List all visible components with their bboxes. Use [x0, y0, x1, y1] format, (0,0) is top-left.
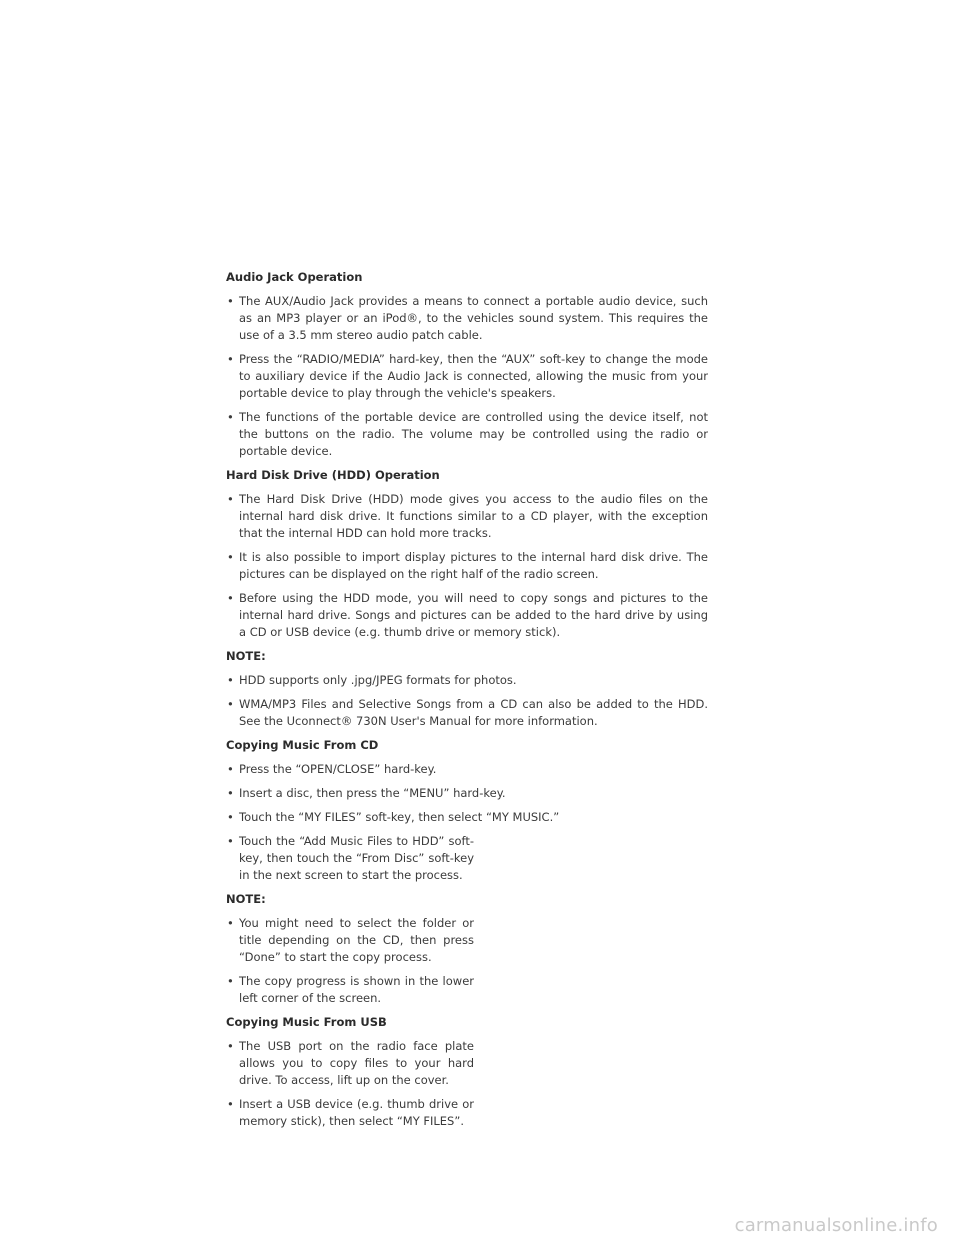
heading-audio-jack: Audio Jack Operation	[226, 270, 363, 284]
list-item: • Touch the “MY FILES” soft-key, then select “MY MUSIC.”	[226, 809, 708, 826]
list-item: • It is also possible to import display pictures to the internal hard disk drive. The pictures can be displayed on the right half of the radio screen.	[226, 549, 708, 583]
audio-jack-list	[226, 293, 708, 460]
list-item: • Press the “RADIO/MEDIA” hard-key, then the “AUX” soft-key to change the mode to auxiliary device if the Audio Jack is connected, allowing the music from your portable device to play through the vehicle's speakers.	[226, 351, 708, 402]
watermark-text: carmanualsonline.info	[734, 1215, 938, 1236]
list-item: • Insert a USB device (e.g. thumb drive or memory stick), then select “MY FILES”.	[226, 1096, 474, 1130]
heading-note-2: NOTE:	[226, 892, 266, 906]
note-1-list	[226, 672, 708, 730]
copy-usb-list	[226, 1038, 708, 1130]
list-item: • Touch the “Add Music Files to HDD” soft-key, then touch the “From Disc” soft-key in the next screen to start the process.	[226, 833, 474, 884]
heading-copy-usb: Copying Music From USB	[226, 1015, 387, 1029]
list-item: • You might need to select the folder or title depending on the CD, then press “Done” to start the copy process.	[226, 915, 474, 966]
list-item: • The functions of the portable device are controlled using the device itself, not the buttons on the radio. The volume may be controlled using the radio or portable device.	[226, 409, 708, 460]
manual-page-content	[226, 269, 708, 1137]
heading-copy-cd: Copying Music From CD	[226, 738, 379, 752]
heading-hdd: Hard Disk Drive (HDD) Operation	[226, 468, 440, 482]
hdd-list	[226, 491, 708, 641]
list-item: • Before using the HDD mode, you will need to copy songs and pictures to the internal hard drive. Songs and pictures can be added to the hard drive by using a CD or USB device (e.g. thumb drive or memory stick).	[226, 590, 708, 641]
list-item: • The AUX/Audio Jack provides a means to connect a portable audio device, such as an MP3 player or an iPod®, to the vehicles sound system. This requires the use of a 3.5 mm stereo audio patch cable.	[226, 293, 708, 344]
list-item: • The Hard Disk Drive (HDD) mode gives you access to the audio files on the internal hard disk drive. It functions similar to a CD player, with the exception that the internal HDD can hold more tracks.	[226, 491, 708, 542]
list-item: • WMA/MP3 Files and Selective Songs from a CD can also be added to the HDD. See the Uconnect® 730N User's Manual for more information.	[226, 696, 708, 730]
list-item: • Press the “OPEN/CLOSE” hard-key.	[226, 761, 708, 778]
copy-cd-list	[226, 761, 708, 884]
list-item: • HDD supports only .jpg/JPEG formats for photos.	[226, 672, 708, 689]
list-item: • The USB port on the radio face plate allows you to copy files to your hard drive. To access, lift up on the cover.	[226, 1038, 474, 1089]
heading-note-1: NOTE:	[226, 649, 266, 663]
list-item: • Insert a disc, then press the “MENU” hard-key.	[226, 785, 708, 802]
note-2-list	[226, 915, 708, 1007]
list-item: • The copy progress is shown in the lower left corner of the screen.	[226, 973, 474, 1007]
